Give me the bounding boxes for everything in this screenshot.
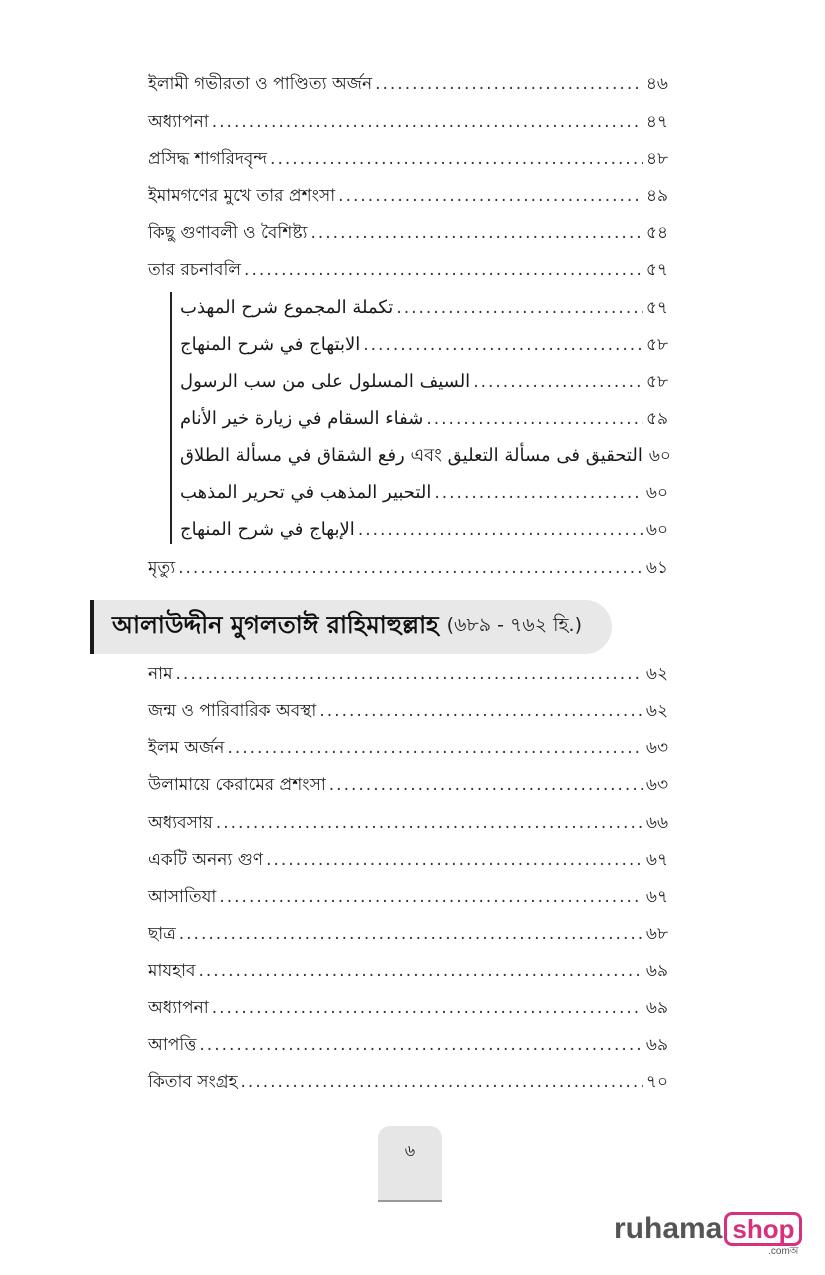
toc-entry-page: ৪৭: [645, 112, 668, 132]
toc-entry[interactable]: [148, 959, 668, 983]
toc-entry-page: ৪৮: [645, 149, 668, 169]
toc-entry-label: অধ্যাপনা: [148, 112, 209, 132]
toc-leader-dots: [241, 1070, 643, 1094]
toc-entry[interactable]: [148, 811, 668, 835]
toc-leader-dots: [473, 370, 643, 394]
toc-leader-dots: [375, 72, 643, 96]
toc-leader-dots: [426, 407, 643, 431]
toc-leader-dots: [329, 773, 643, 797]
toc-entry-page: ৬৬: [645, 813, 668, 833]
brand-shop-badge: [724, 1212, 802, 1257]
toc-entry-label: আপত্তি: [148, 1035, 197, 1055]
toc-entry-page: ৬০: [645, 483, 668, 503]
toc-entry[interactable]: [148, 221, 668, 245]
chapter-dates: (৬৮৯ - ৭৬২ হি.): [446, 614, 582, 636]
toc-entry-page: ৬৭: [645, 850, 668, 870]
toc-leader-dots: [310, 221, 642, 245]
toc-entry-label: ছাত্র: [148, 924, 176, 944]
toc-entry-label: অধ্যবসায়: [148, 813, 213, 833]
toc-entry-label: شفاء السقام في زيارة خير الأنام: [180, 408, 424, 429]
toc-entry-page: ৬২: [645, 664, 668, 684]
brand-shop: shop: [724, 1212, 802, 1246]
toc-entry-page: ৬৮: [645, 924, 668, 944]
toc-entry-label: السيف المسلول على من سب الرسول: [180, 371, 471, 392]
toc-leader-dots: [199, 1033, 643, 1057]
toc-work-entry[interactable]: [180, 333, 668, 357]
toc-entry-page: ৬৯: [645, 998, 668, 1018]
toc-entry-label: কিতাব সংগ্রহ: [148, 1072, 238, 1092]
toc-entry-label: কিছু গুণাবলী ও বৈশিষ্ট্য: [148, 223, 308, 243]
toc-leader-dots: [358, 518, 643, 542]
toc-entry-label: জন্ম ও পারিবারিক অবস্থা: [148, 701, 317, 721]
toc-entry-page: ৪৯: [645, 186, 668, 206]
toc-work-entry[interactable]: [180, 407, 668, 431]
toc-leader-dots: [319, 699, 643, 723]
toc-entry-label: আসাতিযা: [148, 887, 217, 907]
toc-entry-page: ৬৯: [645, 961, 668, 981]
toc-leader-dots: [219, 885, 643, 909]
toc-entry-label: ইলম অর্জন: [148, 738, 225, 758]
toc-entry-page: ৬৯: [645, 1035, 668, 1055]
toc-entry[interactable]: [148, 848, 668, 872]
toc-leader-dots: [178, 556, 643, 580]
toc-entry-label: অধ্যাপনা: [148, 998, 209, 1018]
toc-entry[interactable]: [148, 996, 668, 1020]
toc-entry-page: ৬১: [645, 558, 668, 578]
toc-entry-label: ইমামগণের মুখে তার প্রশংসা: [148, 186, 336, 206]
toc-leader-dots: [270, 147, 643, 171]
toc-entry[interactable]: [148, 1070, 668, 1094]
toc-leader-dots: [396, 296, 643, 320]
toc-entry-page: ৫৮: [645, 335, 668, 355]
toc-entry-label: তার রচনাবলি: [148, 260, 242, 280]
toc-leader-dots: [363, 333, 643, 357]
toc-entry[interactable]: [148, 1033, 668, 1057]
toc-entry-page: ৭০: [645, 1072, 668, 1092]
toc-leader-dots: [216, 811, 643, 835]
toc-leader-dots: [212, 110, 643, 134]
brand-name: ruhama: [614, 1212, 723, 1245]
toc-leader-dots: [176, 662, 643, 686]
toc-entry-page: ৬৩: [645, 775, 668, 795]
toc-entry[interactable]: [148, 699, 668, 723]
toc-entry-page: ৬০: [645, 520, 668, 540]
toc-entry-label: تكملة المجموع شرح المهذب: [180, 297, 394, 318]
chapter-heading[interactable]: [90, 600, 612, 654]
toc-entry[interactable]: [148, 773, 668, 797]
toc-entry-label: الابتهاج في شرح المنهاج: [180, 334, 361, 355]
toc-entry-page: ৬২: [645, 701, 668, 721]
toc-entry-label: মৃত্যু: [148, 558, 176, 578]
toc-entry-page: ৫৭: [645, 298, 668, 318]
chapter-title: আলাউদ্দীন মুগলতাঈ রাহিমাহুল্লাহ: [112, 611, 439, 639]
toc-entry-label: নাম: [148, 664, 173, 684]
toc-leader-dots: [227, 736, 642, 760]
toc-work-entry[interactable]: [180, 481, 668, 505]
toc-work-entry[interactable]: [180, 518, 668, 542]
toc-entry-label: মাযহাব: [148, 961, 196, 981]
toc-entry[interactable]: [148, 147, 668, 171]
toc-leader-dots: [212, 996, 643, 1020]
toc-entry-label: একটি অনন্য গুণ: [148, 850, 264, 870]
toc-entry-page: ৬০: [648, 446, 671, 466]
toc-entry-page: ৫৮: [645, 372, 668, 392]
toc-entry[interactable]: [148, 885, 668, 909]
toc-entry-label: প্রসিদ্ধ শাগরিদবৃন্দ: [148, 149, 268, 169]
page-number: ৬: [404, 1141, 416, 1160]
toc-work-entry[interactable]: [180, 444, 671, 468]
toc-entry-label: التحقيق فى مسألة التعليق এবং رفع الشقاق في مسألة الطلاق: [180, 445, 643, 466]
toc-entry[interactable]: [148, 662, 668, 686]
toc-leader-dots: [199, 959, 643, 983]
toc-entry-page: ৪৬: [645, 74, 668, 94]
toc-work-entry[interactable]: [180, 296, 668, 320]
toc-entry[interactable]: [148, 922, 668, 946]
toc-entry-label: التحبير المذهب في تحرير المذهب: [180, 482, 432, 503]
brand-domain: .comঅ: [768, 1246, 799, 1257]
toc-leader-dots: [266, 848, 643, 872]
toc-leader-dots: [338, 184, 643, 208]
sublist-rule: [170, 292, 172, 544]
toc-entry[interactable]: [148, 72, 668, 96]
toc-entry[interactable]: [148, 736, 668, 760]
toc-entry-label: ইলামী গভীরতা ও পাণ্ডিত্য অর্জন: [148, 74, 373, 94]
page-number-tab: [378, 1126, 442, 1202]
toc-work-entry[interactable]: [180, 370, 668, 394]
toc-entry-page: ৫৯: [645, 409, 668, 429]
toc-leader-dots: [179, 922, 643, 946]
toc-entry[interactable]: [148, 110, 668, 134]
toc-entry-label: উলামায়ে কেরামের প্রশংসা: [148, 775, 326, 795]
toc-entry-page: ৫৭: [645, 260, 668, 280]
toc-leader-dots: [244, 258, 643, 282]
toc-entry-label: الإبهاج في شرح المنهاج: [180, 519, 355, 540]
toc-entry-page: ৬৭: [645, 887, 668, 907]
toc-entry-page: ৬৩: [645, 738, 668, 758]
toc-leader-dots: [434, 481, 643, 505]
brand-logo: [614, 1212, 802, 1258]
toc-entry[interactable]: [148, 556, 668, 580]
toc-entry[interactable]: [148, 184, 668, 208]
toc-entry[interactable]: [148, 258, 668, 282]
toc-entry-page: ৫৪: [645, 223, 668, 243]
